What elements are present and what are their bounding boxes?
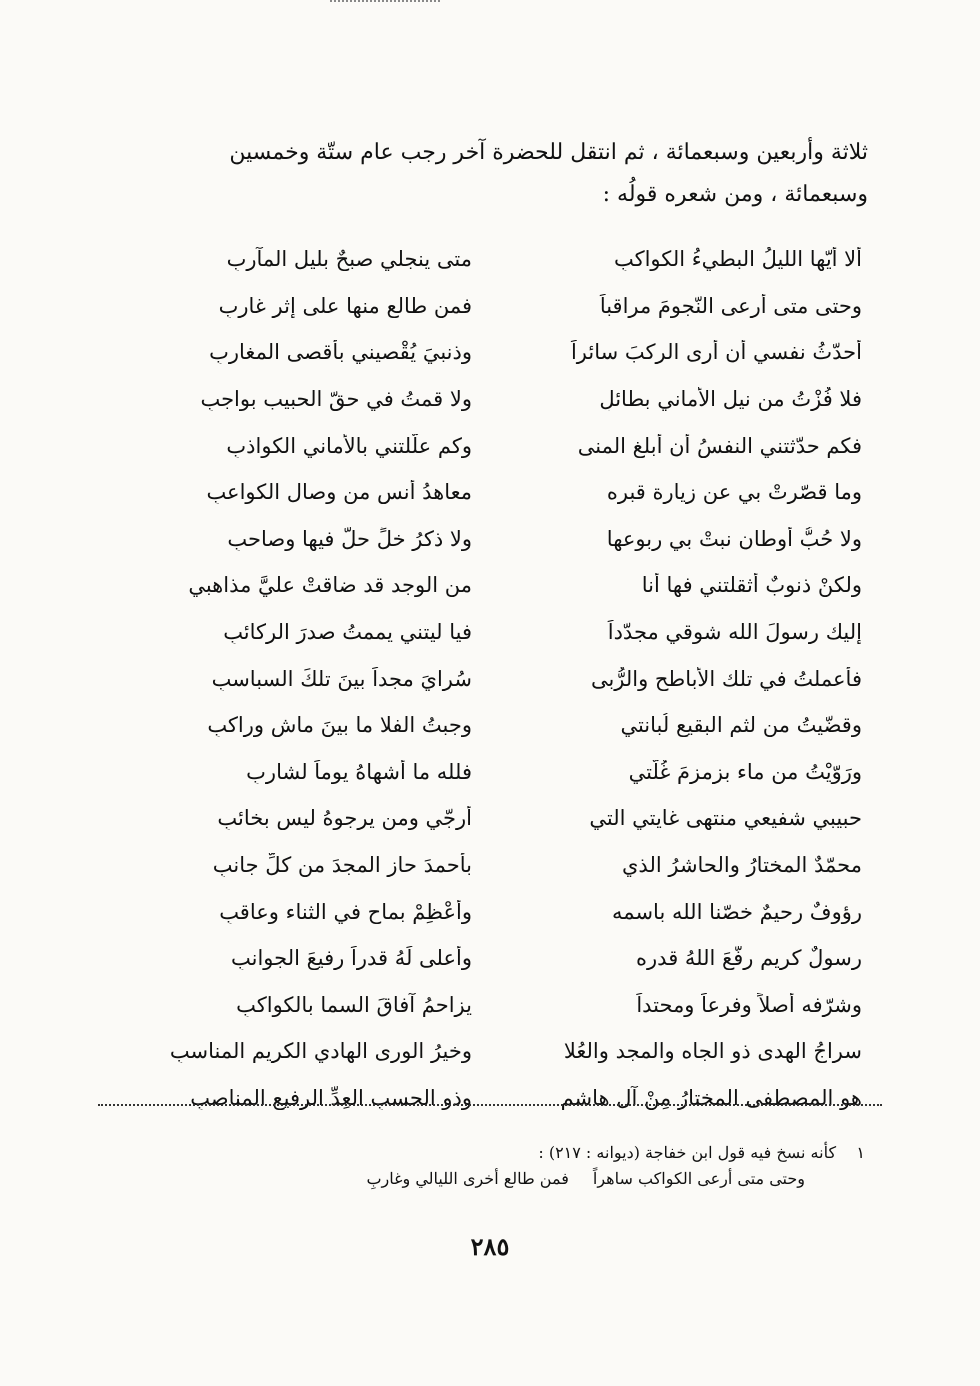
poem [142,236,862,1121]
verse-first-hemistich: فكم حدّثتني النفسُ أن أبلغ المنى [577,433,862,458]
footnote [145,1140,865,1192]
verse-line [142,422,862,469]
verse-first-hemistich: محمّدٌ المختارُ والحاشرُ الذي [621,853,862,878]
verse-first-hemistich: وشرّفه أصلاً وفرعاً ومحتداً [636,992,862,1017]
verse-line [142,376,862,423]
footnote-text: كأنه نسخ فيه قول ابن خفاجة (ديوانه : ٢١٧) : [538,1143,837,1162]
intro-paragraph [153,132,868,216]
verse-line [142,842,862,889]
footnote-separator [98,1104,882,1106]
verse-line [142,982,862,1029]
verse-line [142,516,862,563]
footnote-verse [145,1166,805,1192]
verse-line [142,1075,862,1122]
verse-first-hemistich: إليك رسولَ الله شوقي مجدّداً [607,620,862,645]
intro-line-2: وسبعمائة ، ومن شعره قولُه : [602,182,868,207]
verse-first-hemistich: وحتى متى أرعى النّجومَ مراقباً [599,293,862,318]
verse-line [142,236,862,283]
verse-first-hemistich: وقضّيتُ من لثم البقيع لُبانتي [620,713,862,738]
footnote-verse-second: فمن طالع أخرى الليالي وغاربِ [366,1169,569,1188]
footnote-marker: ١ [856,1143,865,1162]
verse-second-hemistich: وذو الحسبِ العِدِّ الرفيع المناصبِ [190,1085,472,1110]
verse-line [142,749,862,796]
verse-line [142,562,862,609]
footnote-line [145,1140,865,1166]
intro-line-1: ثلاثة وأربعين وسبعمائة ، ثم انتقل للحضرة آخر رجب عام ستّة وخمسين [229,140,868,165]
verse-first-hemistich: أُحدّثُ نفسي أن أرى الركبَ سائراً [570,340,862,365]
verse-line [142,655,862,702]
verse-first-hemistich: ولكنْ ذنوبٌ أثقلتني فها أنا [641,573,862,598]
verse-first-hemistich: فلا فُزْتُ من نيل الأماني بطائلٍ [599,387,862,412]
verse-line [142,935,862,982]
verse-first-hemistich: حبيبي شفيعي منتهى غايتي التي [589,806,862,831]
verse-second-hemistich: وكم علّلتني بالأماني الكواذبِ [226,433,472,458]
verse-second-hemistich: فيا ليتني يممتُ صدرَ الركائبِ [223,620,472,645]
verse-line [142,702,862,749]
verse-second-hemistich: سُرايَ مجداً بينَ تلكَ السباسبِ [211,666,472,691]
verse-first-hemistich: رؤوفٌ رحيمٌ خصّنا الله باسمه [612,899,862,924]
verse-first-hemistich: سراجُ الهدى ذو الجاه والمجد والعُلا [563,1039,862,1064]
verse-first-hemistich: رسولٌ كريم رفّعَ اللهُ قدره [636,946,862,971]
verse-second-hemistich: ولا قمتُ في حقّ الحبيب بواجبِ [200,387,472,412]
verse-second-hemistich: وخيرُ الورى الهادي الكريم المناسبِ [169,1039,472,1064]
verse-second-hemistich: متى ينجلي صبحٌ بليل المآربِ [226,247,472,272]
verse-second-hemistich: وجبتُ الفلا ما بينَ ماشٍ وراكبِ [207,713,472,738]
top-edge-mark [330,0,440,5]
page-number: ٢٨٥ [470,1232,510,1261]
verse-line [142,888,862,935]
verse-second-hemistich: معاهدُ أُنس من وصال الكواعبِ [206,480,472,505]
verse-line [142,329,862,376]
verse-line [142,283,862,330]
verse-line [142,469,862,516]
verse-first-hemistich: ولا حُبُّ أوطان نبتْ بي ربوعها [606,526,862,551]
footnote-verse-first: وحتى متى أرعى الكواكب ساهراً [592,1169,805,1188]
verse-second-hemistich: وذنبيَ يُقْصيني بأقصى المغاربِ [209,340,472,365]
verse-second-hemistich: ولا ذكرُ خلٍّ حلَّ فيها وصاحبِ [227,526,472,551]
verse-first-hemistich: ألا أيّها الليلُ البطيءُ الكواكبِ [613,247,862,272]
verse-second-hemistich: وأعلى لَهُ قدراً رفيعَ الجوانبِ [231,946,472,971]
verse-second-hemistich: بأحمدَ حاز المجدَ من كلِّ جانبِ [212,853,472,878]
verse-first-hemistich: ورَوّيْتُ من ماء بزمزمَ غُلّتي [628,759,862,784]
verse-second-hemistich: يزاحمُ آفاقَ السما بالكواكبِ [236,992,472,1017]
verse-second-hemistich: فمن طالع منها على إثر غاربِ [218,293,472,318]
verse-second-hemistich: فلله ما أشهاهُ يوماً لشاربِ [246,759,472,784]
verse-line [142,609,862,656]
verse-line [142,1028,862,1075]
verse-second-hemistich: من الوجد قد ضاقتْ عليَّ مذاهبي [188,573,472,598]
verse-first-hemistich: وما قصّرتْ بي عن زيارة قبره [606,480,862,505]
verse-line [142,795,862,842]
verse-first-hemistich: هو المصطفى المختارُ مِنْ آل هاشمٍ [560,1085,862,1110]
verse-first-hemistich: فأعملتُ في تلك الأباطح والرُّبى [590,666,862,691]
verse-second-hemistich: أُرجّي ومن يرجوهُ ليس بخائبِ [217,806,472,831]
verse-second-hemistich: وأعْظِمْ بماحٍ في الثناء وعاقبِ [219,899,472,924]
